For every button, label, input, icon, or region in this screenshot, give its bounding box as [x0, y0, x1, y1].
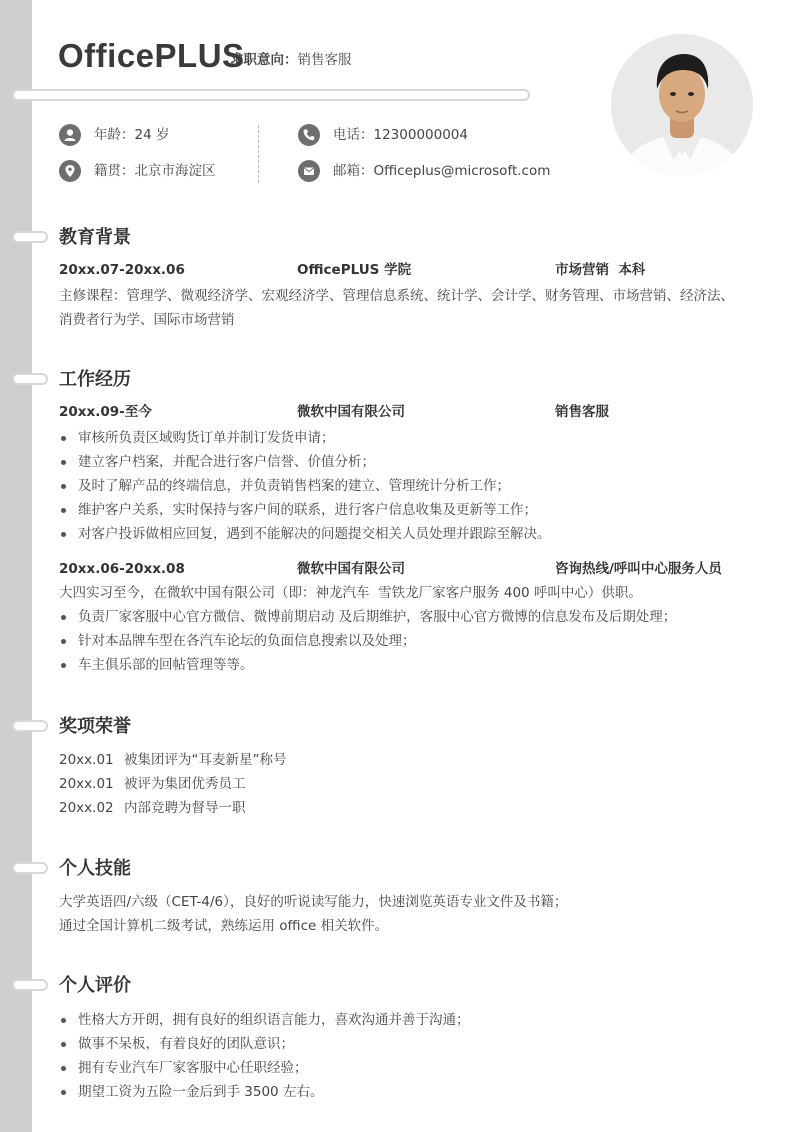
education-period: 20xx.07-20xx.06: [59, 262, 185, 278]
left-sidebar-band: [0, 0, 32, 1132]
job-2-intro: 大四实习至今，在微软中国有限公司（即：神龙汽车 雪铁龙厂家客户服务 400 呼叫中心）供职。: [59, 585, 642, 601]
portrait-illustration: [611, 34, 753, 176]
header-underline-bar: [14, 91, 528, 99]
education-title: 教育背景: [59, 227, 131, 248]
awards-title: 奖项荣誉: [59, 716, 131, 737]
job-2-period: 20xx.06-20xx.08: [59, 561, 185, 577]
education-section-tab: [14, 233, 46, 241]
profile-photo: [611, 34, 753, 176]
education-courses-line-1: 主修课程：管理学、微观经济学、宏观经济学、管理信息系统、统计学、会计学、财务管理、市场营销、经济法、: [59, 288, 734, 304]
info-divider: [258, 125, 259, 183]
hometown-text: 籍贯：北京市海淀区: [94, 163, 216, 179]
award-text: 被评为集团优秀员工: [124, 776, 246, 792]
job-1-position: 销售客服: [555, 404, 609, 420]
skills-title: 个人技能: [59, 858, 131, 879]
work-section-tab: [14, 375, 46, 383]
award-text: 内部竞聘为督导一职: [124, 800, 246, 816]
location-pin-icon: [59, 160, 81, 182]
evaluation-title: 个人评价: [59, 975, 131, 996]
awards-section-tab: [14, 722, 46, 730]
award-date: 20xx.02: [59, 800, 114, 816]
skills-line-2: 通过全国计算机二级考试，熟练运用 office 相关软件。: [59, 918, 389, 934]
job-1-company: 微软中国有限公司: [297, 404, 405, 420]
education-major: 市场营销 本科: [555, 262, 646, 278]
job-intent: [230, 51, 352, 69]
evaluation-section-tab: [14, 981, 46, 989]
work-title: 工作经历: [59, 369, 131, 390]
job-intent-value: 销售客服: [297, 52, 352, 68]
age-text: 年龄：24 岁: [94, 127, 170, 143]
envelope-icon: [298, 160, 320, 182]
job-2-company: 微软中国有限公司: [297, 561, 405, 577]
job-intent-label: 求职意向：: [230, 52, 298, 68]
award-text: 被集团评为“耳麦新星”称号: [124, 752, 287, 768]
job-1-period: 20xx.09-至今: [59, 404, 152, 420]
education-school: OfficePLUS 学院: [297, 262, 412, 278]
award-date: 20xx.01: [59, 752, 114, 768]
skills-section-tab: [14, 864, 46, 872]
email-text: 邮箱：Officeplus@microsoft.com: [333, 163, 551, 179]
job-2-position: 咨询热线/呼叫中心服务人员: [555, 561, 722, 577]
education-courses-line-2: 消费者行为学、国际市场营销: [59, 312, 235, 328]
phone-icon: [298, 124, 320, 146]
phone-text: 电话：12300000004: [333, 127, 468, 143]
award-date: 20xx.01: [59, 776, 114, 792]
candidate-name: OfficePLUS: [58, 37, 245, 74]
user-icon: [59, 124, 81, 146]
skills-line-1: 大学英语四/六级（CET-4/6），良好的听说读写能力，快速浏览英语专业文件及书籍；: [59, 894, 568, 910]
